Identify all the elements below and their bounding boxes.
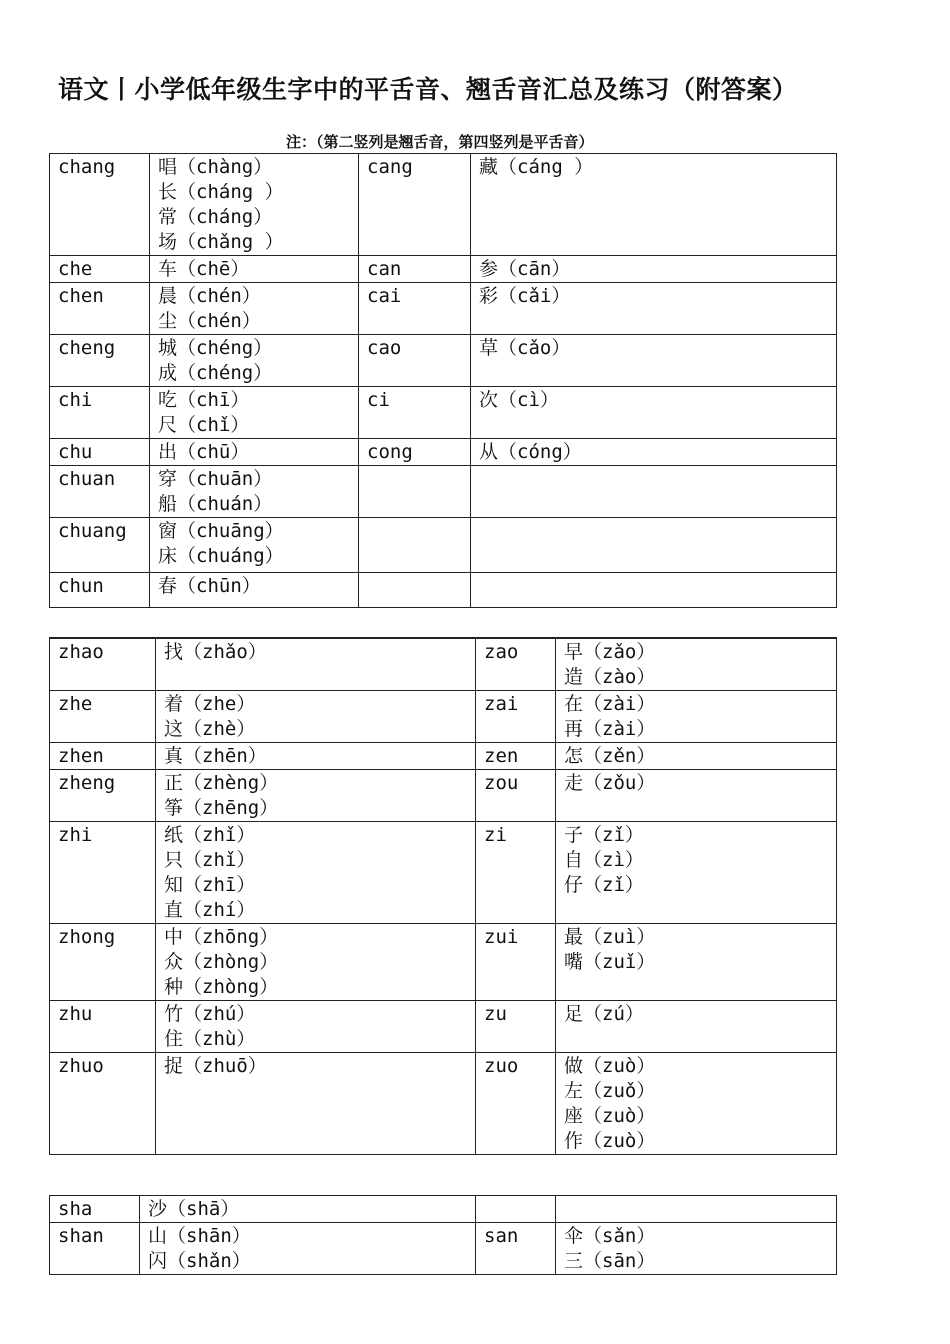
character-pinyin: 长（cháng ）: [158, 181, 284, 203]
character-pinyin: 伞（sǎn）: [564, 1225, 656, 1247]
retroflex-chars-cell: [156, 924, 476, 1001]
retroflex-syllable-cell: [50, 770, 156, 822]
retroflex-chars-cell: [150, 573, 359, 608]
character-pinyin: 作（zuò）: [564, 1130, 656, 1152]
retroflex-chars-cell: [156, 770, 476, 822]
character-pinyin: 筝（zhēng）: [164, 797, 279, 819]
flat-syllable-cell: [359, 439, 471, 466]
character-pinyin: 直（zhí）: [164, 899, 256, 921]
retroflex-syllable-cell: [50, 154, 150, 256]
character-pinyin: 嘴（zuǐ）: [564, 951, 656, 973]
character-pinyin: 三（sān）: [564, 1250, 656, 1272]
flat-syllable-cell: [359, 518, 471, 573]
syllable: chuan: [58, 468, 116, 490]
retroflex-syllable-cell: [50, 638, 156, 691]
character-pinyin: 知（zhī）: [164, 874, 256, 896]
table-row: [50, 822, 837, 924]
character-pinyin: 走（zǒu）: [564, 772, 656, 794]
character-pinyin: 吃（chī）: [158, 389, 250, 411]
character-pinyin: 再（zài）: [564, 718, 656, 740]
character-pinyin: 座（zuò）: [564, 1105, 656, 1127]
table-row: [50, 770, 837, 822]
retroflex-chars-cell: [150, 283, 359, 335]
syllable: zhong: [58, 926, 116, 948]
character-pinyin: 参（cān）: [479, 258, 571, 280]
syllable: chun: [58, 575, 104, 597]
syllable: zui: [484, 926, 519, 948]
syllable: zheng: [58, 772, 116, 794]
syllable: zai: [484, 693, 519, 715]
character-pinyin: 中（zhōng）: [164, 926, 279, 948]
character-pinyin: 唱（chàng）: [158, 156, 273, 178]
syllable: chi: [58, 389, 93, 411]
flat-syllable-cell: [476, 638, 556, 691]
flat-chars-cell: [556, 1053, 837, 1155]
retroflex-chars-cell: [150, 466, 359, 518]
syllable: zu: [484, 1003, 507, 1025]
retroflex-chars-cell: [140, 1223, 476, 1275]
flat-chars-cell: [471, 518, 837, 573]
character-pinyin: 尺（chǐ）: [158, 414, 250, 436]
retroflex-syllable-cell: [50, 1196, 140, 1223]
character-pinyin: 沙（shā）: [148, 1198, 240, 1220]
retroflex-syllable-cell: [50, 1223, 140, 1275]
character-pinyin: 众（zhòng）: [164, 951, 279, 973]
flat-chars-cell: [556, 1223, 837, 1275]
character-pinyin: 船（chuán）: [158, 493, 273, 515]
table-row: [50, 466, 837, 518]
table-row: [50, 1223, 837, 1275]
character-pinyin: 捉（zhuō）: [164, 1055, 267, 1077]
character-pinyin: 仔（zǐ）: [564, 874, 644, 896]
character-pinyin: 穿（chuān）: [158, 468, 273, 490]
flat-chars-cell: [471, 256, 837, 283]
retroflex-syllable-cell: [50, 1053, 156, 1155]
character-pinyin: 子（zǐ）: [564, 824, 644, 846]
flat-syllable-cell: [476, 1223, 556, 1275]
syllable: cong: [367, 441, 413, 463]
character-pinyin: 春（chūn）: [158, 575, 261, 597]
character-pinyin: 彩（cǎi）: [479, 285, 571, 307]
flat-syllable-cell: [359, 573, 471, 608]
syllable: chen: [58, 285, 104, 307]
table-row: [50, 743, 837, 770]
character-pinyin: 从（cóng）: [479, 441, 582, 463]
syllable: chang: [58, 156, 116, 178]
table-row: [50, 154, 837, 256]
character-pinyin: 住（zhù）: [164, 1028, 256, 1050]
syllable: zhao: [58, 641, 104, 663]
flat-chars-cell: [556, 1196, 837, 1223]
flat-syllable-cell: [359, 335, 471, 387]
character-pinyin: 晨（chén）: [158, 285, 261, 307]
retroflex-syllable-cell: [50, 691, 156, 743]
retroflex-chars-cell: [156, 638, 476, 691]
character-pinyin: 床（chuáng）: [158, 545, 284, 567]
character-pinyin: 城（chéng）: [158, 337, 273, 359]
character-pinyin: 场（chǎng ）: [158, 231, 284, 253]
character-pinyin: 真（zhēn）: [164, 745, 267, 767]
retroflex-syllable-cell: [50, 924, 156, 1001]
flat-chars-cell: [471, 335, 837, 387]
syllable: zhe: [58, 693, 93, 715]
flat-syllable-cell: [476, 924, 556, 1001]
character-pinyin: 正（zhèng）: [164, 772, 279, 794]
syllable: san: [484, 1225, 519, 1247]
table-row: [50, 283, 837, 335]
character-pinyin: 最（zuì）: [564, 926, 656, 948]
retroflex-chars-cell: [156, 743, 476, 770]
retroflex-syllable-cell: [50, 387, 150, 439]
syllable: zhu: [58, 1003, 93, 1025]
flat-syllable-cell: [476, 770, 556, 822]
retroflex-chars-cell: [156, 1053, 476, 1155]
flat-chars-cell: [471, 154, 837, 256]
sh-s-table: [49, 1195, 837, 1275]
syllable: zhi: [58, 824, 93, 846]
retroflex-chars-cell: [156, 691, 476, 743]
character-pinyin: 闪（shǎn）: [148, 1250, 251, 1272]
retroflex-syllable-cell: [50, 256, 150, 283]
flat-syllable-cell: [476, 743, 556, 770]
character-pinyin: 在（zài）: [564, 693, 656, 715]
syllable: zi: [484, 824, 507, 846]
flat-syllable-cell: [359, 466, 471, 518]
character-pinyin: 着（zhe）: [164, 693, 256, 715]
retroflex-chars-cell: [150, 154, 359, 256]
syllable: zao: [484, 641, 519, 663]
flat-syllable-cell: [476, 822, 556, 924]
syllable: sha: [58, 1198, 93, 1220]
syllable: shan: [58, 1225, 104, 1247]
table-row: [50, 1001, 837, 1053]
retroflex-syllable-cell: [50, 1001, 156, 1053]
retroflex-chars-cell: [156, 822, 476, 924]
flat-chars-cell: [556, 770, 837, 822]
syllable: cang: [367, 156, 413, 178]
syllable: zuo: [484, 1055, 519, 1077]
flat-syllable-cell: [476, 1001, 556, 1053]
character-pinyin: 怎（zěn）: [564, 745, 656, 767]
character-pinyin: 常（cháng）: [158, 206, 273, 228]
retroflex-chars-cell: [150, 518, 359, 573]
flat-chars-cell: [471, 387, 837, 439]
character-pinyin: 藏（cáng ）: [479, 156, 594, 178]
syllable: chuang: [58, 520, 127, 542]
retroflex-chars-cell: [156, 1001, 476, 1053]
document-title: 语文丨小学低年级生字中的平舌音、翘舌音汇总及练习（附答案）: [58, 75, 798, 104]
retroflex-syllable-cell: [50, 518, 150, 573]
flat-chars-cell: [471, 283, 837, 335]
retroflex-syllable-cell: [50, 573, 150, 608]
character-pinyin: 自（zì）: [564, 849, 644, 871]
table-row: [50, 256, 837, 283]
syllable: cai: [367, 285, 402, 307]
character-pinyin: 草（cǎo）: [479, 337, 571, 359]
character-pinyin: 种（zhòng）: [164, 976, 279, 998]
character-pinyin: 纸（zhǐ）: [164, 824, 256, 846]
character-pinyin: 做（zuò）: [564, 1055, 656, 1077]
character-pinyin: 足（zú）: [564, 1003, 644, 1025]
table-row: [50, 1053, 837, 1155]
table-row: [50, 638, 837, 691]
retroflex-syllable-cell: [50, 283, 150, 335]
character-pinyin: 这（zhè）: [164, 718, 256, 740]
flat-syllable-cell: [476, 691, 556, 743]
column-note: 注：（第二竖列是翘舌音，第四竖列是平舌音）: [286, 133, 594, 151]
character-pinyin: 找（zhǎo）: [164, 641, 267, 663]
table-row: [50, 518, 837, 573]
syllable: ci: [367, 389, 390, 411]
syllable: chu: [58, 441, 93, 463]
retroflex-syllable-cell: [50, 466, 150, 518]
syllable: can: [367, 258, 402, 280]
character-pinyin: 竹（zhú）: [164, 1003, 256, 1025]
flat-chars-cell: [556, 1001, 837, 1053]
table-row: [50, 1196, 837, 1223]
retroflex-syllable-cell: [50, 439, 150, 466]
syllable: zhuo: [58, 1055, 104, 1077]
flat-chars-cell: [471, 466, 837, 518]
character-pinyin: 只（zhǐ）: [164, 849, 256, 871]
retroflex-chars-cell: [150, 387, 359, 439]
flat-chars-cell: [556, 691, 837, 743]
table-row: [50, 691, 837, 743]
flat-syllable-cell: [359, 387, 471, 439]
flat-syllable-cell: [359, 154, 471, 256]
flat-chars-cell: [471, 573, 837, 608]
retroflex-syllable-cell: [50, 822, 156, 924]
flat-chars-cell: [556, 743, 837, 770]
character-pinyin: 窗（chuāng）: [158, 520, 284, 542]
retroflex-syllable-cell: [50, 743, 156, 770]
retroflex-chars-cell: [150, 439, 359, 466]
character-pinyin: 车（chē）: [158, 258, 250, 280]
retroflex-syllable-cell: [50, 335, 150, 387]
character-pinyin: 出（chū）: [158, 441, 250, 463]
table-row: [50, 387, 837, 439]
syllable: cao: [367, 337, 402, 359]
table-row: [50, 573, 837, 608]
character-pinyin: 左（zuǒ）: [564, 1080, 656, 1102]
syllable: cheng: [58, 337, 116, 359]
flat-syllable-cell: [476, 1053, 556, 1155]
retroflex-chars-cell: [140, 1196, 476, 1223]
syllable: zhen: [58, 745, 104, 767]
flat-syllable-cell: [476, 1196, 556, 1223]
syllable: zen: [484, 745, 519, 767]
character-pinyin: 尘（chén）: [158, 310, 261, 332]
table-row: [50, 924, 837, 1001]
character-pinyin: 早（zǎo）: [564, 641, 656, 663]
character-pinyin: 次（cì）: [479, 389, 559, 411]
flat-syllable-cell: [359, 283, 471, 335]
flat-chars-cell: [471, 439, 837, 466]
flat-syllable-cell: [359, 256, 471, 283]
flat-chars-cell: [556, 924, 837, 1001]
character-pinyin: 成（chéng）: [158, 362, 273, 384]
flat-chars-cell: [556, 638, 837, 691]
table-row: [50, 439, 837, 466]
ch-c-table: [49, 153, 837, 608]
table-row: [50, 335, 837, 387]
zh-z-table: [49, 637, 837, 1155]
retroflex-chars-cell: [150, 256, 359, 283]
character-pinyin: 造（zào）: [564, 666, 656, 688]
flat-chars-cell: [556, 822, 837, 924]
retroflex-chars-cell: [150, 335, 359, 387]
character-pinyin: 山（shān）: [148, 1225, 251, 1247]
syllable: che: [58, 258, 93, 280]
syllable: zou: [484, 772, 519, 794]
